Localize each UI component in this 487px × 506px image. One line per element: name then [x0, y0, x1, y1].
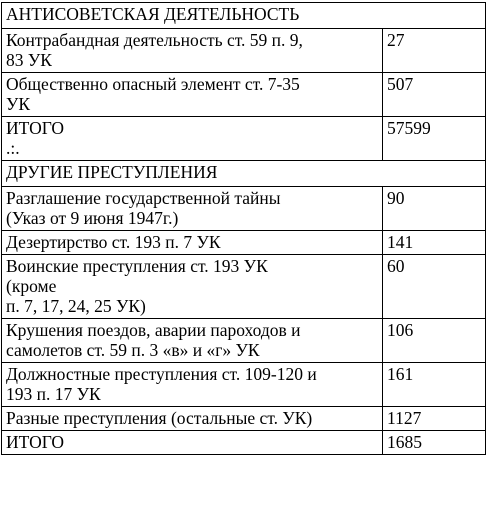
row-label: Разные преступления (остальные ст. УК)	[2, 407, 383, 431]
table-row	[2, 187, 486, 231]
row-value: 507	[383, 73, 486, 117]
row-value: 60	[383, 255, 486, 319]
row-value: 1127	[383, 407, 486, 431]
table-row	[2, 255, 486, 319]
total-value: 57599	[383, 117, 486, 161]
row-label: Общественно опасный элемент ст. 7-35 УК	[2, 73, 383, 117]
table-row	[2, 231, 486, 255]
total-row	[2, 117, 486, 161]
row-label: Крушения поездов, аварии пароходов и самолетов ст. 59 п. 3 «в» и «г» УК	[2, 319, 383, 363]
section-header-row	[2, 161, 486, 187]
row-value: 90	[383, 187, 486, 231]
row-label: Должностные преступления ст. 109-120 и 193 п. 17 УК	[2, 363, 383, 407]
total-row	[2, 431, 486, 455]
section-header-row	[2, 3, 486, 29]
total-label: ИТОГО	[2, 431, 383, 455]
table-row	[2, 29, 486, 73]
row-label: Дезертирство ст. 193 п. 7 УК	[2, 231, 383, 255]
row-label: Контрабандная деятельность ст. 59 п. 9, 83 УК	[2, 29, 383, 73]
table-row	[2, 363, 486, 407]
crimes-table	[1, 2, 486, 455]
section-title-other-crimes: ДРУГИЕ ПРЕСТУПЛЕНИЯ	[2, 161, 486, 187]
total-label: ИТОГО .:.	[2, 117, 383, 161]
row-value: 141	[383, 231, 486, 255]
row-value: 27	[383, 29, 486, 73]
section-title-anti-soviet: АНТИСОВЕТСКАЯ ДЕЯТЕЛЬНОСТЬ	[2, 3, 486, 29]
row-value: 106	[383, 319, 486, 363]
table-row	[2, 319, 486, 363]
table-row	[2, 73, 486, 117]
row-label: Воинские преступления ст. 193 УК (кроме п. 7, 17, 24, 25 УК)	[2, 255, 383, 319]
row-label: Разглашение государственной тайны (Указ от 9 июня 1947г.)	[2, 187, 383, 231]
table-row	[2, 407, 486, 431]
total-value: 1685	[383, 431, 486, 455]
row-value: 161	[383, 363, 486, 407]
